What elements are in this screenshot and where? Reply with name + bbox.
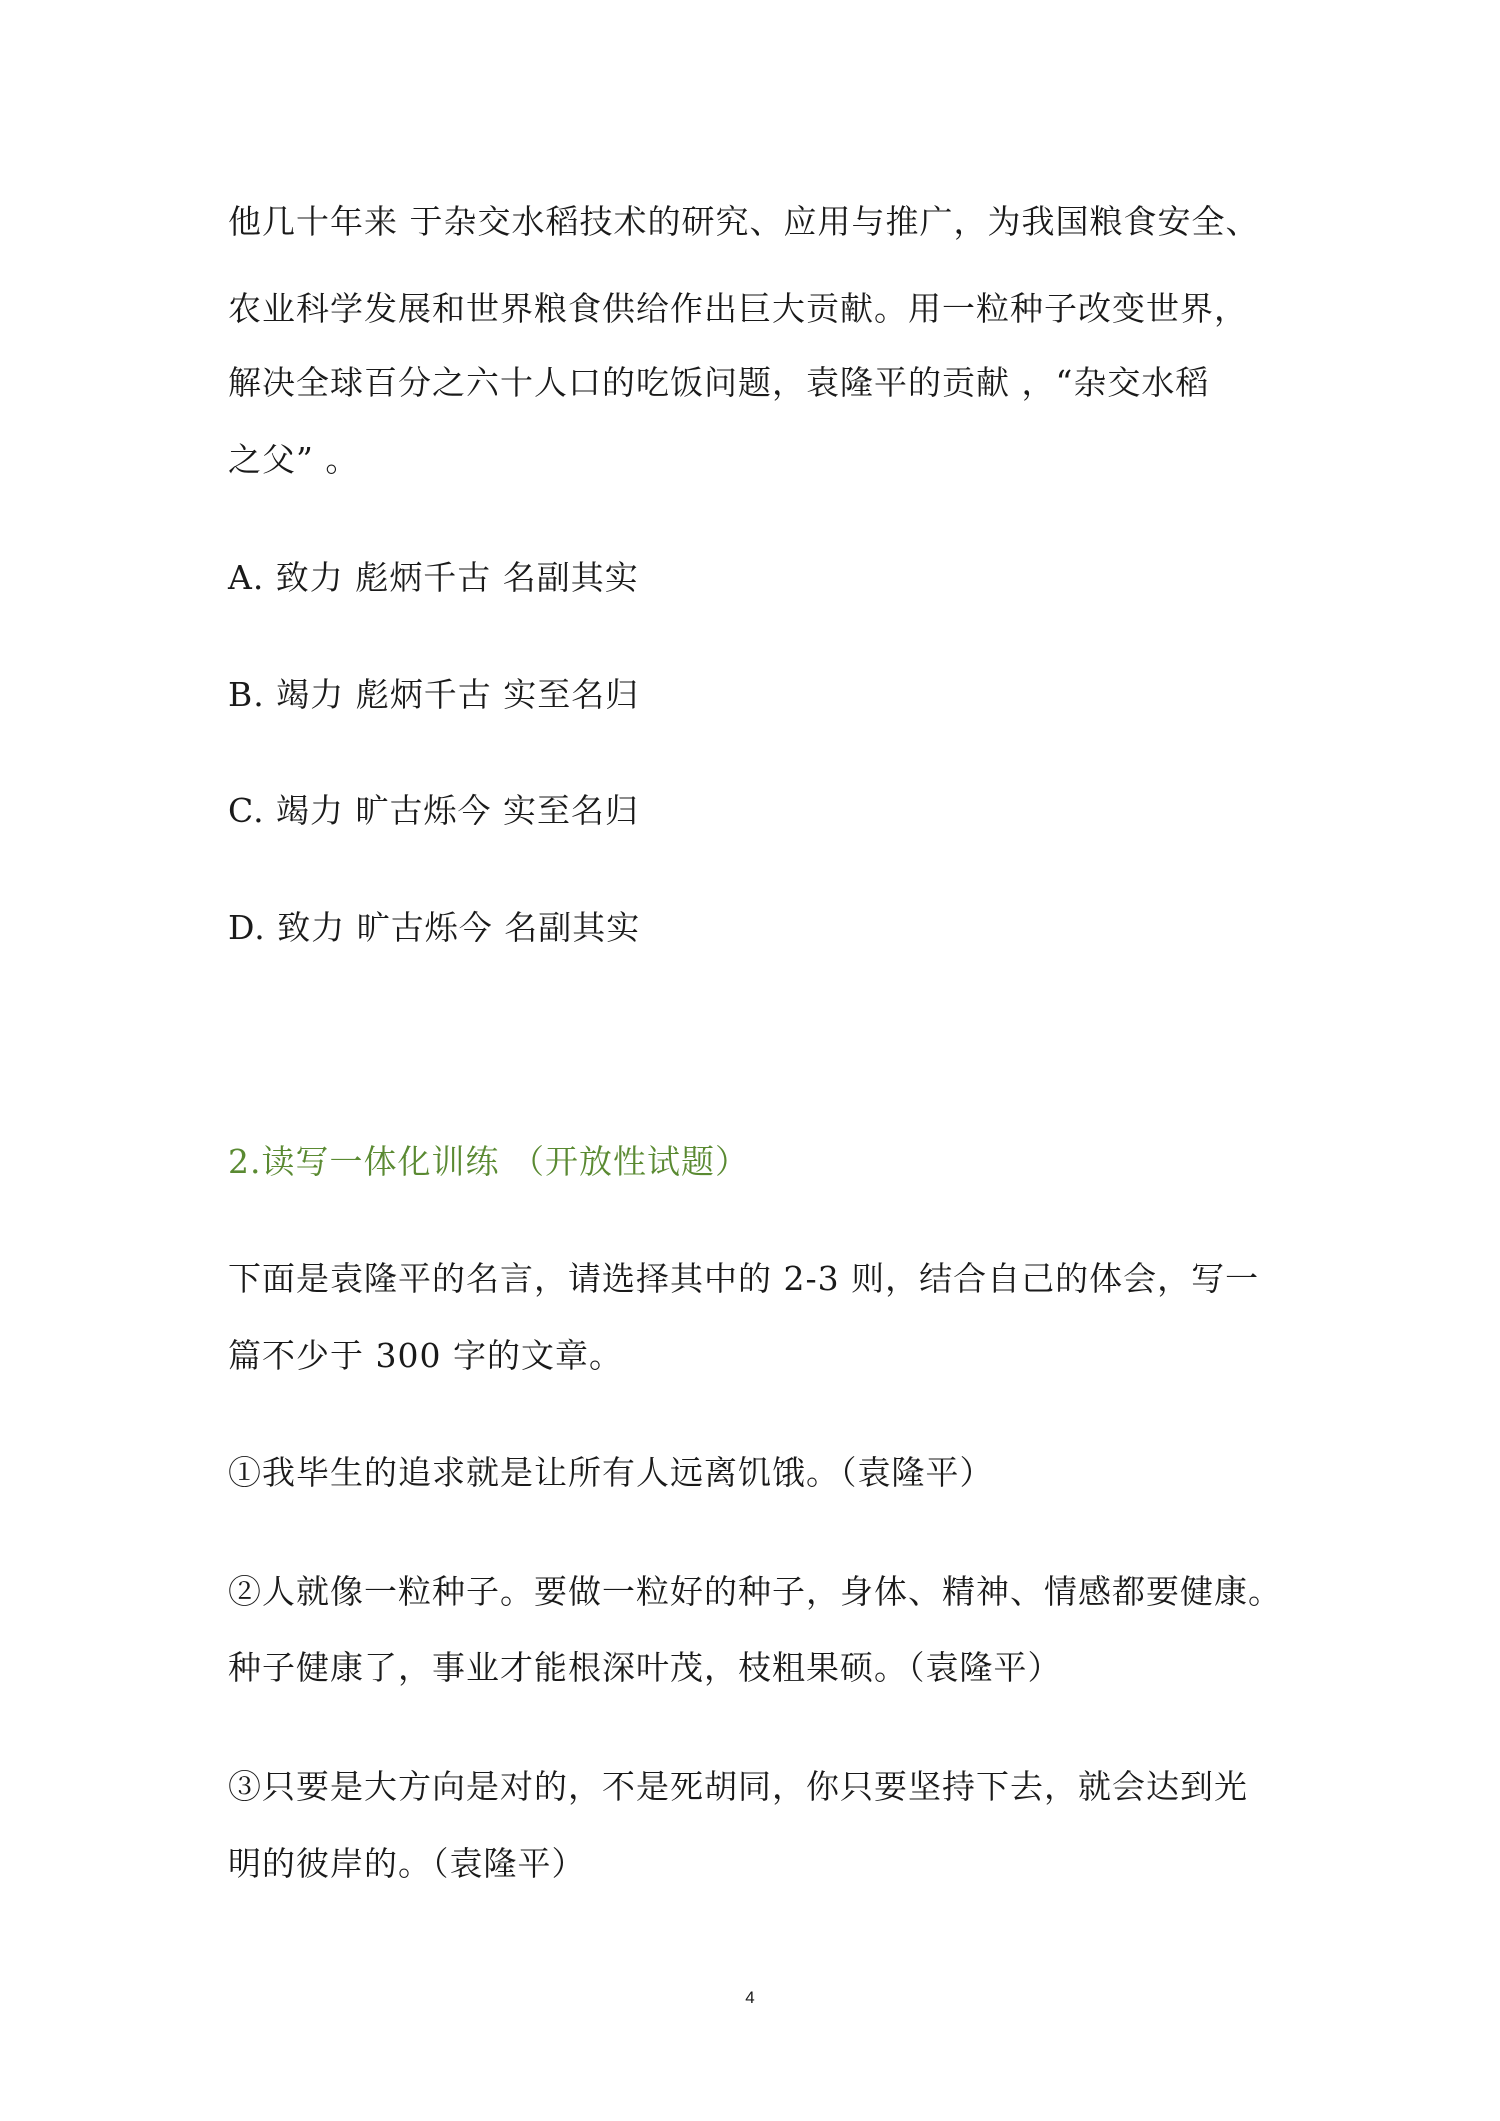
section-heading: 2.读写一体化训练 （开放性试题） xyxy=(228,1142,749,1181)
option-c: C. 竭力 旷古烁今 实至名归 xyxy=(228,791,640,830)
passage-line-3: 解决全球百分之六十人口的吃饭问题，袁隆平的贡献 ，“杂交水稻 xyxy=(228,363,1210,402)
prompt-line-2: 篇不少于 300 字的文章。 xyxy=(228,1336,623,1375)
option-d: D. 致力 旷古烁今 名副其实 xyxy=(228,908,641,947)
prompt-line-1: 下面是袁隆平的名言，请选择其中的 2-3 则，结合自己的体会，写一 xyxy=(228,1259,1260,1298)
quote-1-line-1: ①我毕生的追求就是让所有人远离饥饿。（袁隆平） xyxy=(228,1453,994,1492)
passage-line-1: 他几十年来 于杂交水稻技术的研究、应用与推广，为我国粮食安全、 xyxy=(228,202,1260,241)
passage-line-2: 农业科学发展和世界粮食供给作出巨大贡献。用一粒种子改变世界， xyxy=(228,289,1248,328)
quote-3-line-2: 明的彼岸的。（袁隆平） xyxy=(228,1844,586,1883)
quote-2-line-1: ②人就像一粒种子。要做一粒好的种子，身体、精神、情感都要健康。 xyxy=(228,1572,1282,1611)
page-number: 4 xyxy=(745,1988,755,2007)
passage-line-4: 之父” 。 xyxy=(228,440,360,479)
quote-3-line-1: ③只要是大方向是对的，不是死胡同，你只要坚持下去，就会达到光 xyxy=(228,1767,1248,1806)
option-a: A. 致力 彪炳千古 名副其实 xyxy=(228,558,639,597)
option-b: B. 竭力 彪炳千古 实至名归 xyxy=(228,675,640,714)
quote-2-line-2: 种子健康了，事业才能根深叶茂，枝粗果硕。（袁隆平） xyxy=(228,1648,1062,1687)
